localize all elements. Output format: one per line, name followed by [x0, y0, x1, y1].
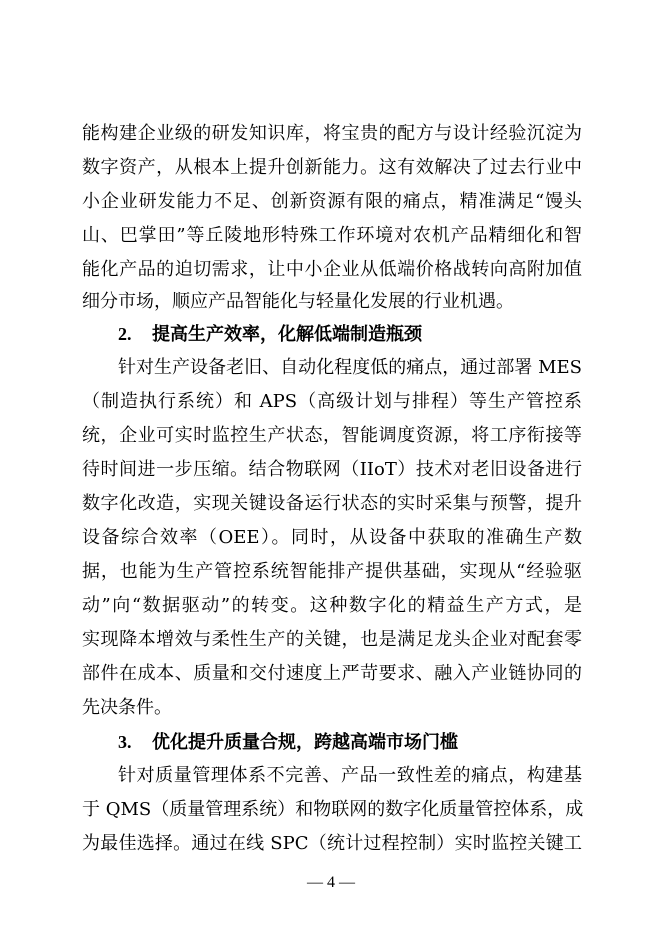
paragraph-2-line: 待时间进一步压缩。结合物联网（IIoT）技术对老旧设备进行 [82, 459, 582, 480]
section-heading-2 [118, 323, 422, 345]
paragraph-2-line: 动”向“数据驱动”的转变。这种数字化的精益生产方式，是 [82, 595, 582, 616]
paragraph-2-line: 据，也能为生产管控系统智能排产提供基础，实现从“经验驱 [82, 561, 582, 582]
page-number: — 4 — [307, 874, 355, 891]
section-number: 2. [118, 324, 132, 344]
section-title: 优化提升质量合规，跨越高端市场门槛 [152, 732, 458, 753]
paragraph-1-line: 能化产品的迫切需求，让中小企业从低端价格战转向高附加值 [82, 259, 582, 280]
paragraph-2-line: 设备综合效率（OEE）。同时，从设备中获取的准确生产数 [82, 527, 582, 548]
paragraph-2-line: 统，企业可实时监控生产状态，智能调度资源，将工序衔接等 [82, 425, 582, 446]
paragraph-3-line: 针对质量管理体系不完善、产品一致性差的痛点，构建基 [118, 765, 582, 786]
paragraph-3-line: 为最佳选择。通过在线 SPC（统计过程控制）实时监控关键工 [82, 833, 582, 854]
paragraph-1-line: 小企业研发能力不足、创新资源有限的痛点，精准满足“馒头 [82, 191, 582, 212]
paragraph-1-line: 能构建企业级的研发知识库，将宝贵的配方与设计经验沉淀为 [82, 123, 582, 144]
section-title: 提高生产效率，化解低端制造瓶颈 [152, 324, 422, 345]
paragraph-2-line: 部件在成本、质量和交付速度上严苛要求、融入产业链协同的 [82, 663, 582, 684]
paragraph-1-line: 细分市场，顺应产品智能化与轻量化发展的行业机遇。 [82, 291, 514, 312]
section-number: 3. [118, 732, 132, 752]
paragraph-2-line: 实现降本增效与柔性生产的关键，也是满足龙头企业对配套零 [82, 629, 582, 650]
paragraph-1-line: 山、巴掌田”等丘陵地形特殊工作环境对农机产品精细化和智 [82, 225, 582, 246]
paragraph-1-line: 数字资产，从根本上提升创新能力。这有效解决了过去行业中 [82, 157, 582, 178]
paragraph-2-line: 针对生产设备老旧、自动化程度低的痛点，通过部署 MES [118, 357, 582, 378]
paragraph-2-line: 先决条件。 [82, 697, 172, 718]
paragraph-2-line: 数字化改造，实现关键设备运行状态的实时采集与预警，提升 [82, 493, 582, 514]
paragraph-2-line: （制造执行系统）和 APS（高级计划与排程）等生产管控系 [82, 391, 582, 412]
section-heading-3 [118, 731, 458, 753]
paragraph-3-line: 于 QMS（质量管理系统）和物联网的数字化质量管控体系，成 [82, 799, 584, 820]
